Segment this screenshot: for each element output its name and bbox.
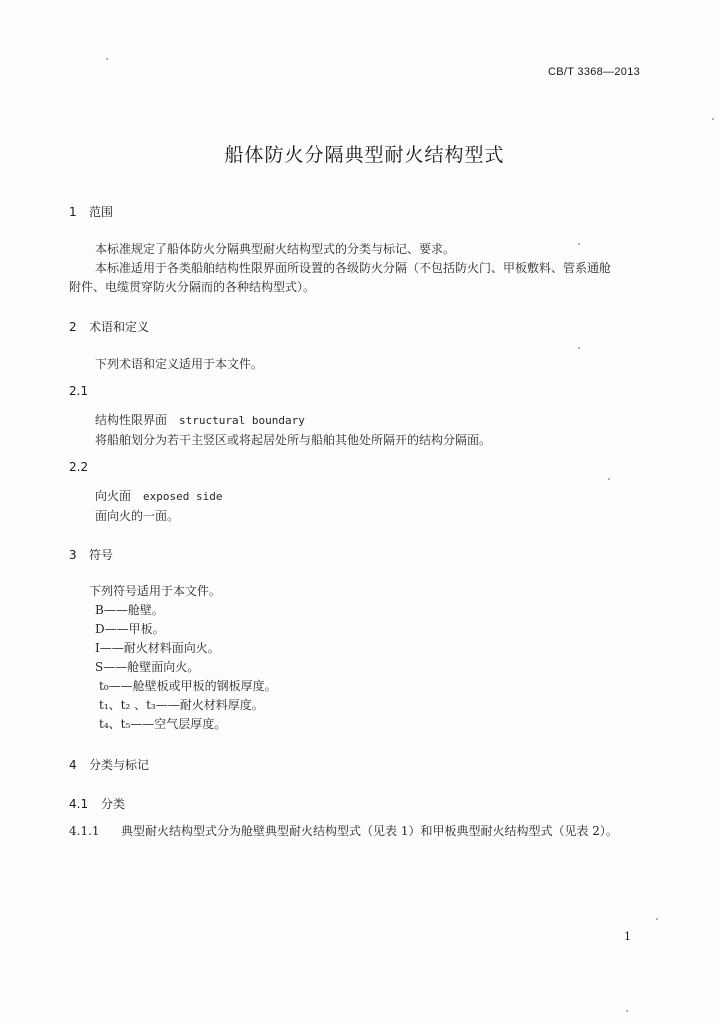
section-number: 1 <box>69 205 77 219</box>
standard-number: CB/T 3368—2013 <box>548 66 641 78</box>
scan-speck <box>656 918 658 920</box>
symbol-item: D——甲板。 <box>95 622 165 636</box>
section-number: 3 <box>69 548 77 562</box>
section-title: 分类与标记 <box>89 758 150 772</box>
term-entry-2-2 <box>95 487 223 504</box>
section-title: 术语和定义 <box>89 320 150 334</box>
term-entry-2-1 <box>95 411 305 428</box>
scan-speck <box>578 347 580 349</box>
term-number-2-2: 2.2 <box>69 460 89 474</box>
section-heading-symbols <box>69 546 113 563</box>
symbol-item: B——舱壁。 <box>95 603 164 617</box>
term-definition-2-2: 面向火的一面。 <box>95 509 180 523</box>
scan-speck <box>626 1010 628 1012</box>
term-chinese: 向火面 <box>95 489 132 503</box>
clause-4-1-1 <box>69 822 618 839</box>
symbols-intro: 下列符号适用于本文件。 <box>89 584 222 598</box>
page-number: 1 <box>624 930 631 943</box>
scope-paragraph-1: 本标准规定了船体防火分隔典型耐火结构型式的分类与标记、要求。 <box>95 242 456 256</box>
term-chinese: 结构性限界面 <box>95 413 168 427</box>
symbol-item: t₀——舱壁板或甲板的钢板厚度。 <box>99 679 277 693</box>
scan-speck <box>712 118 714 120</box>
symbol-item: t₄、t₅——空气层厚度。 <box>99 717 227 731</box>
term-english: structural boundary <box>179 414 305 427</box>
section-title: 范围 <box>89 205 114 219</box>
scope-paragraph-3: 附件、电缆贯穿防火分隔而的各种结构型式）。 <box>69 280 316 294</box>
subsection-title: 分类 <box>101 797 126 811</box>
term-definition-2-1: 将船舶划分为若干主竖区或将起居处所与船舶其他处所隔开的结构分隔面。 <box>95 433 492 447</box>
term-english: exposed side <box>143 490 223 503</box>
subsection-number: 4.1 <box>69 797 89 811</box>
section-heading-terms <box>69 318 149 335</box>
document-title: 船体防火分隔典型耐火结构型式 <box>224 144 505 166</box>
subsection-heading-4-1 <box>69 795 125 812</box>
symbol-item: S——舱壁面向火。 <box>95 660 200 674</box>
scan-speck <box>608 478 610 480</box>
clause-text: 典型耐火结构型式分为舱壁典型耐火结构型式（见表 1）和甲板典型耐火结构型式（见表 2）。 <box>121 824 618 838</box>
term-number-2-1: 2.1 <box>69 384 89 398</box>
symbol-item: I——耐火材料面向火。 <box>95 641 220 655</box>
scan-speck <box>578 243 580 245</box>
scan-speck <box>106 58 108 60</box>
section-heading-classification <box>69 756 149 773</box>
section-heading-scope <box>69 203 113 220</box>
section-number: 4 <box>69 758 77 772</box>
section-title: 符号 <box>89 548 114 562</box>
terms-intro: 下列术语和定义适用于本文件。 <box>95 357 264 371</box>
section-number: 2 <box>69 320 77 334</box>
clause-number: 4.1.1 <box>69 824 100 838</box>
symbol-item: t₁、t₂ 、t₃——耐火材料厚度。 <box>99 698 264 712</box>
scope-paragraph-2: 本标准适用于各类船舶结构性限界面所设置的各级防火分隔（不包括防火门、甲板敷料、管系通舱 <box>95 261 612 275</box>
